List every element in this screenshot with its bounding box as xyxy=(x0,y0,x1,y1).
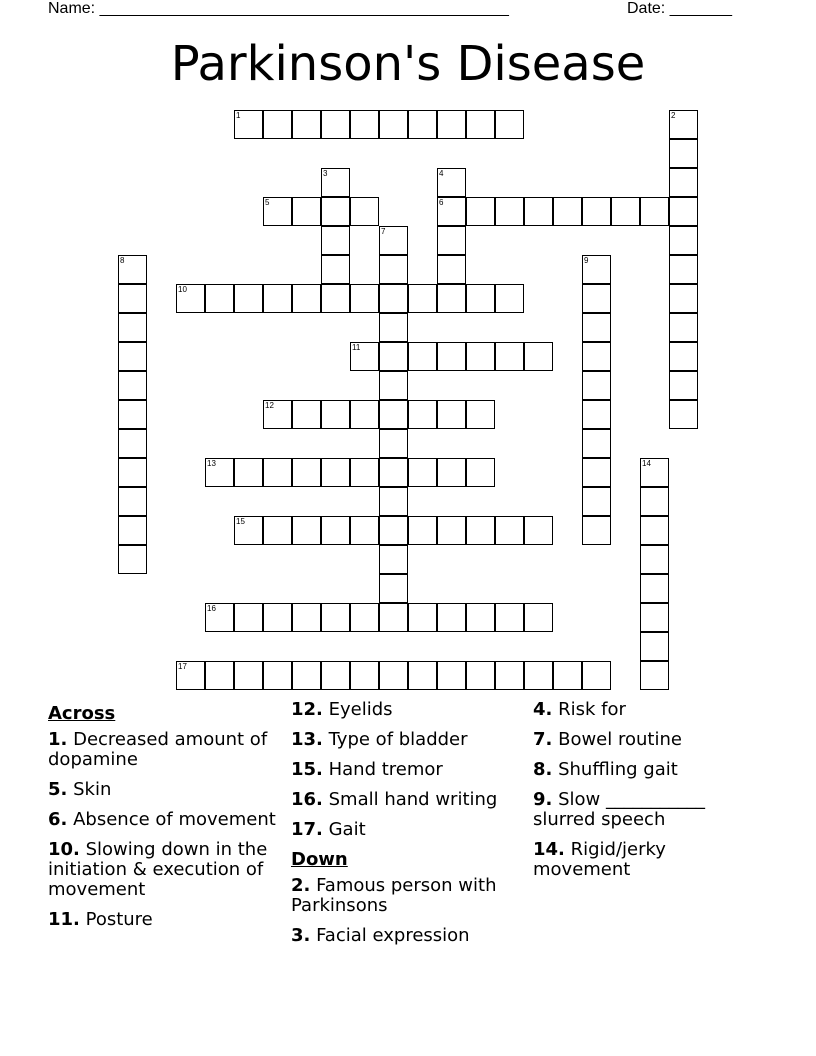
crossword-cell[interactable] xyxy=(205,284,234,313)
crossword-cell[interactable] xyxy=(466,458,495,487)
clue-column-2 xyxy=(291,700,527,956)
crossword-cell[interactable] xyxy=(582,197,611,226)
crossword-cell[interactable] xyxy=(582,516,611,545)
clue-number-label: 9 xyxy=(584,256,589,265)
crossword-cell[interactable] xyxy=(379,400,408,429)
clue-number: 10. xyxy=(48,839,80,860)
crossword-cell[interactable] xyxy=(234,458,263,487)
crossword-cell[interactable] xyxy=(553,197,582,226)
crossword-cell[interactable] xyxy=(669,255,698,284)
crossword-cell[interactable] xyxy=(582,400,611,429)
crossword-cell[interactable] xyxy=(118,342,147,371)
crossword-cell[interactable] xyxy=(321,226,350,255)
crossword-cell[interactable] xyxy=(437,197,466,226)
section-heading: Across xyxy=(48,703,116,724)
crossword-cell[interactable] xyxy=(582,342,611,371)
crossword-cell[interactable] xyxy=(234,284,263,313)
clue-item xyxy=(48,910,284,930)
crossword-cell[interactable] xyxy=(408,516,437,545)
clue-item xyxy=(533,790,769,830)
crossword-cell[interactable] xyxy=(408,342,437,371)
crossword-cell[interactable] xyxy=(350,400,379,429)
crossword-cell[interactable] xyxy=(118,400,147,429)
crossword-cell[interactable] xyxy=(379,574,408,603)
crossword-cell[interactable] xyxy=(263,603,292,632)
crossword-cell[interactable] xyxy=(263,110,292,139)
crossword-cell[interactable] xyxy=(611,197,640,226)
crossword-cell[interactable] xyxy=(292,110,321,139)
clue-number-label: 4 xyxy=(439,169,444,178)
crossword-cell[interactable] xyxy=(379,371,408,400)
crossword-cell[interactable] xyxy=(466,603,495,632)
crossword-cell[interactable] xyxy=(234,661,263,690)
clue-item xyxy=(48,780,284,800)
crossword-cell[interactable] xyxy=(437,226,466,255)
crossword-cell[interactable] xyxy=(205,603,234,632)
crossword-cell[interactable] xyxy=(408,400,437,429)
crossword-cell[interactable] xyxy=(408,458,437,487)
clue-column-1 xyxy=(48,700,284,940)
crossword-cell[interactable] xyxy=(524,603,553,632)
crossword-cell[interactable] xyxy=(292,603,321,632)
clue-number: 17. xyxy=(291,819,323,840)
clue-text: Famous person with Parkinsons xyxy=(291,875,497,916)
crossword-cell[interactable] xyxy=(582,255,611,284)
crossword-cell[interactable] xyxy=(437,400,466,429)
crossword-cell[interactable] xyxy=(524,661,553,690)
clue-text: Small hand writing xyxy=(322,789,498,810)
clue-text: Slow ___________ slurred speech xyxy=(533,789,705,830)
crossword-cell[interactable] xyxy=(669,313,698,342)
crossword-cell[interactable] xyxy=(118,371,147,400)
crossword-cell[interactable] xyxy=(292,284,321,313)
crossword-cell[interactable] xyxy=(118,313,147,342)
crossword-cell[interactable] xyxy=(292,458,321,487)
crossword-cell[interactable] xyxy=(234,110,263,139)
crossword-cell[interactable] xyxy=(263,284,292,313)
clue-text: Absence of movement xyxy=(67,809,276,830)
clue-item xyxy=(533,840,769,880)
crossword-cell[interactable] xyxy=(379,313,408,342)
clue-item xyxy=(291,700,527,720)
crossword-cell[interactable] xyxy=(321,458,350,487)
crossword-cell[interactable] xyxy=(379,661,408,690)
crossword-cell[interactable] xyxy=(437,255,466,284)
clue-item xyxy=(291,876,527,916)
clue-number: 14. xyxy=(533,839,565,860)
crossword-cell[interactable] xyxy=(205,458,234,487)
crossword-cell[interactable] xyxy=(234,516,263,545)
crossword-cell[interactable] xyxy=(582,661,611,690)
crossword-cell[interactable] xyxy=(118,458,147,487)
clue-number: 4. xyxy=(533,699,553,720)
crossword-cell[interactable] xyxy=(118,487,147,516)
crossword-cell[interactable] xyxy=(669,226,698,255)
clue-number-label: 17 xyxy=(178,662,187,671)
crossword-cell[interactable] xyxy=(495,603,524,632)
clue-item xyxy=(291,926,527,946)
crossword-cell[interactable] xyxy=(379,516,408,545)
clue-text: Gait xyxy=(322,819,366,840)
crossword-cell[interactable] xyxy=(379,458,408,487)
crossword-cell[interactable] xyxy=(350,516,379,545)
crossword-cell[interactable] xyxy=(437,603,466,632)
crossword-cell[interactable] xyxy=(669,371,698,400)
crossword-cell[interactable] xyxy=(321,168,350,197)
clue-number-label: 14 xyxy=(642,459,651,468)
crossword-cell[interactable] xyxy=(669,139,698,168)
crossword-cell[interactable] xyxy=(466,516,495,545)
crossword-cell[interactable] xyxy=(379,284,408,313)
crossword-cell[interactable] xyxy=(582,313,611,342)
crossword-cell[interactable] xyxy=(118,255,147,284)
crossword-cell[interactable] xyxy=(321,197,350,226)
crossword-cell[interactable] xyxy=(263,458,292,487)
clue-item xyxy=(291,820,527,840)
crossword-cell[interactable] xyxy=(350,342,379,371)
clue-text: Shuffling gait xyxy=(552,759,678,780)
crossword-cell[interactable] xyxy=(495,110,524,139)
crossword-cell[interactable] xyxy=(263,661,292,690)
crossword-cell[interactable] xyxy=(292,661,321,690)
crossword-cell[interactable] xyxy=(582,429,611,458)
crossword-cell[interactable] xyxy=(582,371,611,400)
crossword-cell[interactable] xyxy=(437,458,466,487)
crossword-cell[interactable] xyxy=(582,284,611,313)
crossword-cell[interactable] xyxy=(495,284,524,313)
crossword-cell[interactable] xyxy=(350,197,379,226)
crossword-cell[interactable] xyxy=(553,661,582,690)
clue-item xyxy=(291,760,527,780)
clue-text: Slowing down in the initiation & execution of movement xyxy=(48,839,268,900)
crossword-cell[interactable] xyxy=(669,400,698,429)
clue-number-label: 10 xyxy=(178,285,187,294)
clue-item xyxy=(291,730,527,750)
clue-number-label: 11 xyxy=(352,343,361,352)
crossword-cell[interactable] xyxy=(437,110,466,139)
clue-number: 2. xyxy=(291,875,311,896)
crossword-cell[interactable] xyxy=(205,661,234,690)
section-heading: Down xyxy=(291,849,348,870)
date-field-label: Date: _______ xyxy=(627,0,732,17)
crossword-cell[interactable] xyxy=(466,342,495,371)
crossword-cell[interactable] xyxy=(437,168,466,197)
crossword-cell[interactable] xyxy=(524,197,553,226)
clue-item xyxy=(48,730,284,770)
crossword-cell[interactable] xyxy=(524,516,553,545)
crossword-cell[interactable] xyxy=(321,110,350,139)
clue-number-label: 5 xyxy=(265,198,270,207)
clue-number-label: 8 xyxy=(120,256,125,265)
crossword-cell[interactable] xyxy=(379,110,408,139)
crossword-cell[interactable] xyxy=(466,110,495,139)
crossword-cell[interactable] xyxy=(263,197,292,226)
crossword-cell[interactable] xyxy=(292,197,321,226)
crossword-cell[interactable] xyxy=(263,516,292,545)
crossword-cell[interactable] xyxy=(408,284,437,313)
clue-number: 13. xyxy=(291,729,323,750)
crossword-cell[interactable] xyxy=(437,516,466,545)
clue-text: Facial expression xyxy=(310,925,470,946)
crossword-cell[interactable] xyxy=(379,603,408,632)
crossword-cell[interactable] xyxy=(640,632,669,661)
crossword-cell[interactable] xyxy=(582,487,611,516)
clue-text: Posture xyxy=(79,909,153,930)
clue-number: 6. xyxy=(48,809,68,830)
clue-number-label: 7 xyxy=(381,227,386,236)
crossword-cell[interactable] xyxy=(437,661,466,690)
clue-number-label: 16 xyxy=(207,604,216,613)
crossword-cell[interactable] xyxy=(321,603,350,632)
crossword-cell[interactable] xyxy=(495,516,524,545)
clue-item xyxy=(533,760,769,780)
crossword-cell[interactable] xyxy=(292,516,321,545)
crossword-cell[interactable] xyxy=(379,255,408,284)
crossword-cell[interactable] xyxy=(379,429,408,458)
clue-text: Eyelids xyxy=(322,699,393,720)
crossword-cell[interactable] xyxy=(437,284,466,313)
crossword-cell[interactable] xyxy=(350,661,379,690)
clue-text: Skin xyxy=(67,779,112,800)
clue-number: 8. xyxy=(533,759,553,780)
clue-text: Risk for xyxy=(552,699,626,720)
crossword-cell[interactable] xyxy=(408,110,437,139)
crossword-cell[interactable] xyxy=(669,197,698,226)
clue-text: Bowel routine xyxy=(552,729,682,750)
clue-item xyxy=(533,700,769,720)
crossword-cell[interactable] xyxy=(408,603,437,632)
clue-number-label: 2 xyxy=(671,111,676,120)
crossword-cell[interactable] xyxy=(495,342,524,371)
clue-text: Type of bladder xyxy=(322,729,468,750)
crossword-cell[interactable] xyxy=(669,284,698,313)
clue-number-label: 3 xyxy=(323,169,328,178)
clue-number: 12. xyxy=(291,699,323,720)
clue-text: Rigid/jerky movement xyxy=(533,839,666,880)
crossword-cell[interactable] xyxy=(176,284,205,313)
clue-number: 7. xyxy=(533,729,553,750)
crossword-cell[interactable] xyxy=(234,603,263,632)
crossword-cell[interactable] xyxy=(437,342,466,371)
clue-number-label: 15 xyxy=(236,517,245,526)
clue-number-label: 1 xyxy=(236,111,241,120)
crossword-cell[interactable] xyxy=(176,661,205,690)
clue-number: 16. xyxy=(291,789,323,810)
crossword-cell[interactable] xyxy=(350,284,379,313)
crossword-cell[interactable] xyxy=(495,197,524,226)
crossword-cell[interactable] xyxy=(582,458,611,487)
crossword-cell[interactable] xyxy=(118,284,147,313)
crossword-cell[interactable] xyxy=(321,516,350,545)
clue-item xyxy=(533,730,769,750)
clue-number: 11. xyxy=(48,909,80,930)
clue-number-label: 6 xyxy=(439,198,444,207)
crossword-cell[interactable] xyxy=(321,255,350,284)
crossword-cell[interactable] xyxy=(379,487,408,516)
crossword-cell[interactable] xyxy=(466,661,495,690)
crossword-cell[interactable] xyxy=(292,400,321,429)
clue-item xyxy=(48,840,284,900)
clue-item xyxy=(291,790,527,810)
crossword-cell[interactable] xyxy=(118,545,147,574)
crossword-cell[interactable] xyxy=(321,400,350,429)
crossword-cell[interactable] xyxy=(640,661,669,690)
crossword-cell[interactable] xyxy=(669,342,698,371)
crossword-cell[interactable] xyxy=(321,284,350,313)
clue-number: 5. xyxy=(48,779,68,800)
crossword-cell[interactable] xyxy=(379,342,408,371)
crossword-cell[interactable] xyxy=(263,400,292,429)
crossword-cell[interactable] xyxy=(640,574,669,603)
crossword-cell[interactable] xyxy=(640,603,669,632)
clue-number: 3. xyxy=(291,925,311,946)
clue-number-label: 13 xyxy=(207,459,216,468)
crossword-cell[interactable] xyxy=(379,545,408,574)
crossword-cell[interactable] xyxy=(118,429,147,458)
crossword-cell[interactable] xyxy=(640,516,669,545)
crossword-cell[interactable] xyxy=(466,197,495,226)
clue-number: 9. xyxy=(533,789,553,810)
crossword-cell[interactable] xyxy=(379,226,408,255)
crossword-cell[interactable] xyxy=(640,545,669,574)
clue-number: 15. xyxy=(291,759,323,780)
crossword-cell[interactable] xyxy=(640,487,669,516)
crossword-cell[interactable] xyxy=(466,284,495,313)
crossword-cell[interactable] xyxy=(669,168,698,197)
clue-number-label: 12 xyxy=(265,401,274,410)
crossword-cell[interactable] xyxy=(408,661,437,690)
crossword-cell[interactable] xyxy=(524,342,553,371)
clue-number: 1. xyxy=(48,729,68,750)
crossword-cell[interactable] xyxy=(350,458,379,487)
crossword-cell[interactable] xyxy=(640,197,669,226)
crossword-cell[interactable] xyxy=(321,661,350,690)
crossword-cell[interactable] xyxy=(350,110,379,139)
clue-column-3 xyxy=(533,700,769,890)
name-field-label: Name: ______________________________________________ xyxy=(48,0,509,17)
crossword-cell[interactable] xyxy=(118,516,147,545)
crossword-cell[interactable] xyxy=(495,661,524,690)
crossword-cell[interactable] xyxy=(669,110,698,139)
crossword-cell[interactable] xyxy=(350,603,379,632)
clue-text: Decreased amount of dopamine xyxy=(48,729,268,770)
clue-text: Hand tremor xyxy=(322,759,443,780)
crossword-cell[interactable] xyxy=(640,458,669,487)
clue-item xyxy=(48,810,284,830)
crossword-cell[interactable] xyxy=(466,400,495,429)
page-title: Parkinson's Disease xyxy=(170,36,646,92)
